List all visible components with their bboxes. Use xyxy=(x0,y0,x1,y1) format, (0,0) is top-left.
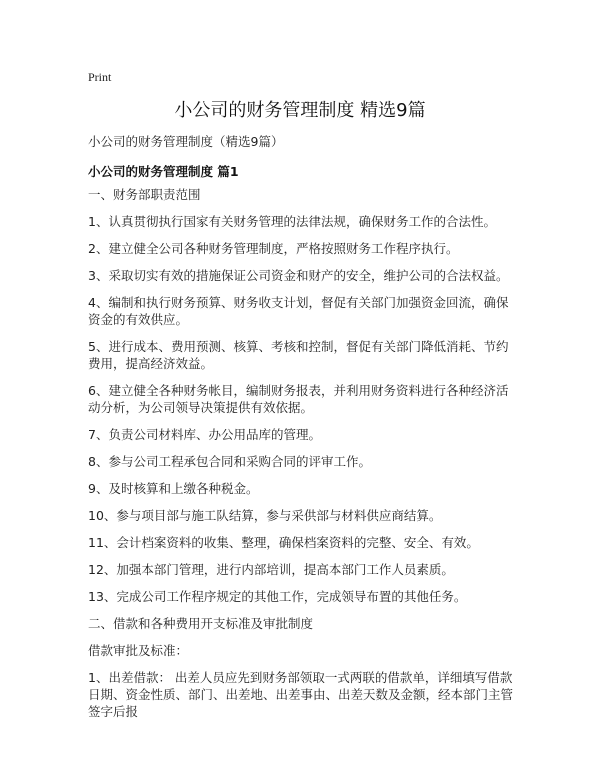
paragraph: 13、完成公司工作程序规定的其他工作，完成领导布置的其他任务。 xyxy=(88,589,467,604)
document-title: 小公司的财务管理制度 精选9篇 xyxy=(174,100,426,121)
paragraph: 1、认真贯彻执行国家有关财务管理的法律法规，确保财务工作的合法性。 xyxy=(88,214,496,229)
paragraph-subheading: 借款审批及标准： xyxy=(88,643,189,658)
paragraph: 8、参与公司工程承包合同和采购合同的评审工作。 xyxy=(88,454,371,469)
document-subtitle: 小公司的财务管理制度（精选9篇） xyxy=(88,134,284,149)
paragraph: 12、加强本部门管理，进行内部培训，提高本部门工作人员素质。 xyxy=(88,562,454,577)
paragraph: 2、建立健全公司各种财务管理制度，严格按照财务工作程序执行。 xyxy=(88,241,459,256)
paragraph: 4、编制和执行财务预算、财务收支计划，督促有关部门加强资金回流，确保资金的有效供应。 xyxy=(88,295,509,327)
paragraph: 1、出差借款： 出差人员应先到财务部领取一式两联的借款单，详细填写借款日期、资金性质、部门、出差地、出差事由、出差天数及金额，经本部门主管签字后报 xyxy=(88,670,514,719)
paragraph: 7、负责公司材料库、办公用品库的管理。 xyxy=(88,427,321,442)
paragraph: 6、建立健全各种财务帐目，编制财务报表，并利用财务资料进行各种经济活动分析，为公司领导决策提供有效依据。 xyxy=(88,383,509,415)
paragraph: 5、进行成本、费用预测、核算、考核和控制，督促有关部门降低消耗、节约费用，提高经济效益。 xyxy=(88,339,509,371)
paragraph: 11、会计档案资料的收集、整理，确保档案资料的完整、安全、有效。 xyxy=(88,535,479,550)
print-link[interactable]: Print xyxy=(88,70,112,84)
paragraph: 9、及时核算和上缴各种税金。 xyxy=(88,481,259,496)
paragraph-heading-1: 一、财务部职责范围 xyxy=(88,187,201,202)
document-body xyxy=(88,186,518,720)
paragraph: 3、采取切实有效的措施保证公司资金和财产的安全，维护公司的合法权益。 xyxy=(88,268,509,283)
paragraph-heading-2: 二、借款和各种费用开支标准及审批制度 xyxy=(88,616,314,631)
paragraph: 10、参与项目部与施工队结算，参与采供部与材料供应商结算。 xyxy=(88,508,442,523)
section-heading: 小公司的财务管理制度 篇1 xyxy=(88,164,239,179)
